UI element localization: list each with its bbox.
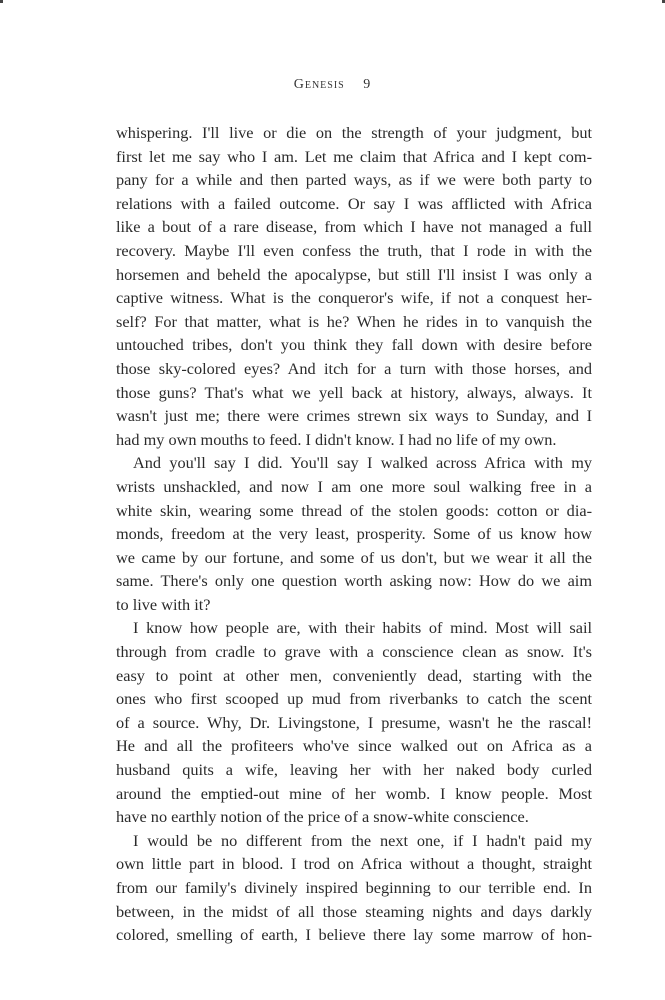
text-line: wrists unshackled, and now I am one more soul walking free in a — [116, 476, 592, 496]
paragraph — [116, 616, 592, 828]
text-line: have no earthly notion of the price of a snow-white conscience. — [116, 807, 529, 827]
text-line: from our family's divinely inspired beginning to our terrible end. In — [116, 878, 592, 897]
text-line: white skin, wearing some thread of the stolen goods: cotton or dia- — [116, 500, 592, 520]
paragraph — [116, 121, 592, 451]
text-line: to live with it? — [116, 594, 211, 614]
page-body — [116, 121, 592, 947]
text-line: captive witness. What is the conqueror's wife, if not a conquest her- — [116, 288, 592, 308]
text-line: horsemen and beheld the apocalypse, but still I'll insist I was only a — [116, 264, 592, 284]
text-line: I know how people are, with their habits of mind. Most will sail — [133, 618, 592, 638]
text-line: wasn't just me; there were crimes strewn six ways to Sunday, and I — [116, 406, 592, 426]
text-line: recovery. Maybe I'll even confess the truth, that I rode in with the — [116, 240, 592, 260]
text-line: first let me say who I am. Let me claim that Africa and I kept com- — [116, 146, 592, 166]
text-line: monds, freedom at the very least, prosperity. Some of us know how — [116, 524, 592, 544]
text-line: He and all the profiteers who've since walked out on Africa as a — [116, 736, 592, 756]
paragraph — [116, 451, 592, 616]
text-line: same. There's only one question worth asking now: How do we aim — [116, 571, 592, 591]
running-head — [0, 77, 665, 93]
text-line: self? For that matter, what is he? When he rides in to vanquish the — [116, 311, 592, 331]
text-line: through from cradle to grave with a conscience clean as snow. It's — [116, 642, 592, 662]
text-line: we came by our fortune, and some of us don't, but we wear it all the — [116, 547, 592, 567]
text-line: I would be no different from the next one, if I hadn't paid my — [133, 830, 592, 850]
text-line: pany for a while and then parted ways, as if we were both party to — [116, 170, 592, 190]
text-line: relations with a failed outcome. Or say I was afflicted with Africa — [116, 193, 592, 213]
text-line: had my own mouths to feed. I didn't know. I had no life of my own. — [116, 429, 557, 449]
text-line: And you'll say I did. You'll say I walked across Africa with my — [133, 453, 592, 473]
text-line: of a source. Why, Dr. Livingstone, I presume, wasn't he the rascal! — [116, 712, 592, 732]
text-line: own little part in blood. I trod on Africa without a thought, straight — [116, 854, 592, 874]
text-line: those guns? That's what we yell back at history, always, always. It — [116, 382, 592, 402]
page-number: 9 — [363, 77, 372, 92]
text-line: untouched tribes, don't you think they fall down with desire before — [116, 335, 592, 355]
text-line: like a bout of a rare disease, from which I have not managed a full — [116, 217, 592, 237]
text-line: ones who first scooped up mud from riverbanks to catch the scent — [116, 689, 592, 709]
text-line: husband quits a wife, leaving her with her naked body curled — [116, 760, 592, 780]
text-line: around the emptied-out mine of her womb. I know people. Most — [116, 783, 592, 803]
text-line: those sky-colored eyes? And itch for a turn with those horses, and — [116, 358, 592, 378]
text-line: between, in the midst of all those steaming nights and days darkly — [116, 901, 592, 921]
running-head-title: Genesis — [293, 77, 345, 92]
text-line: whispering. I'll live or die on the strength of your judgment, but — [116, 123, 592, 142]
text-line: easy to point at other men, conveniently dead, starting with the — [116, 665, 592, 685]
text-line: colored, smelling of earth, I believe there lay some marrow of hon- — [116, 925, 592, 945]
paragraph — [116, 829, 592, 947]
crop-mark-left — [0, 0, 3, 3]
